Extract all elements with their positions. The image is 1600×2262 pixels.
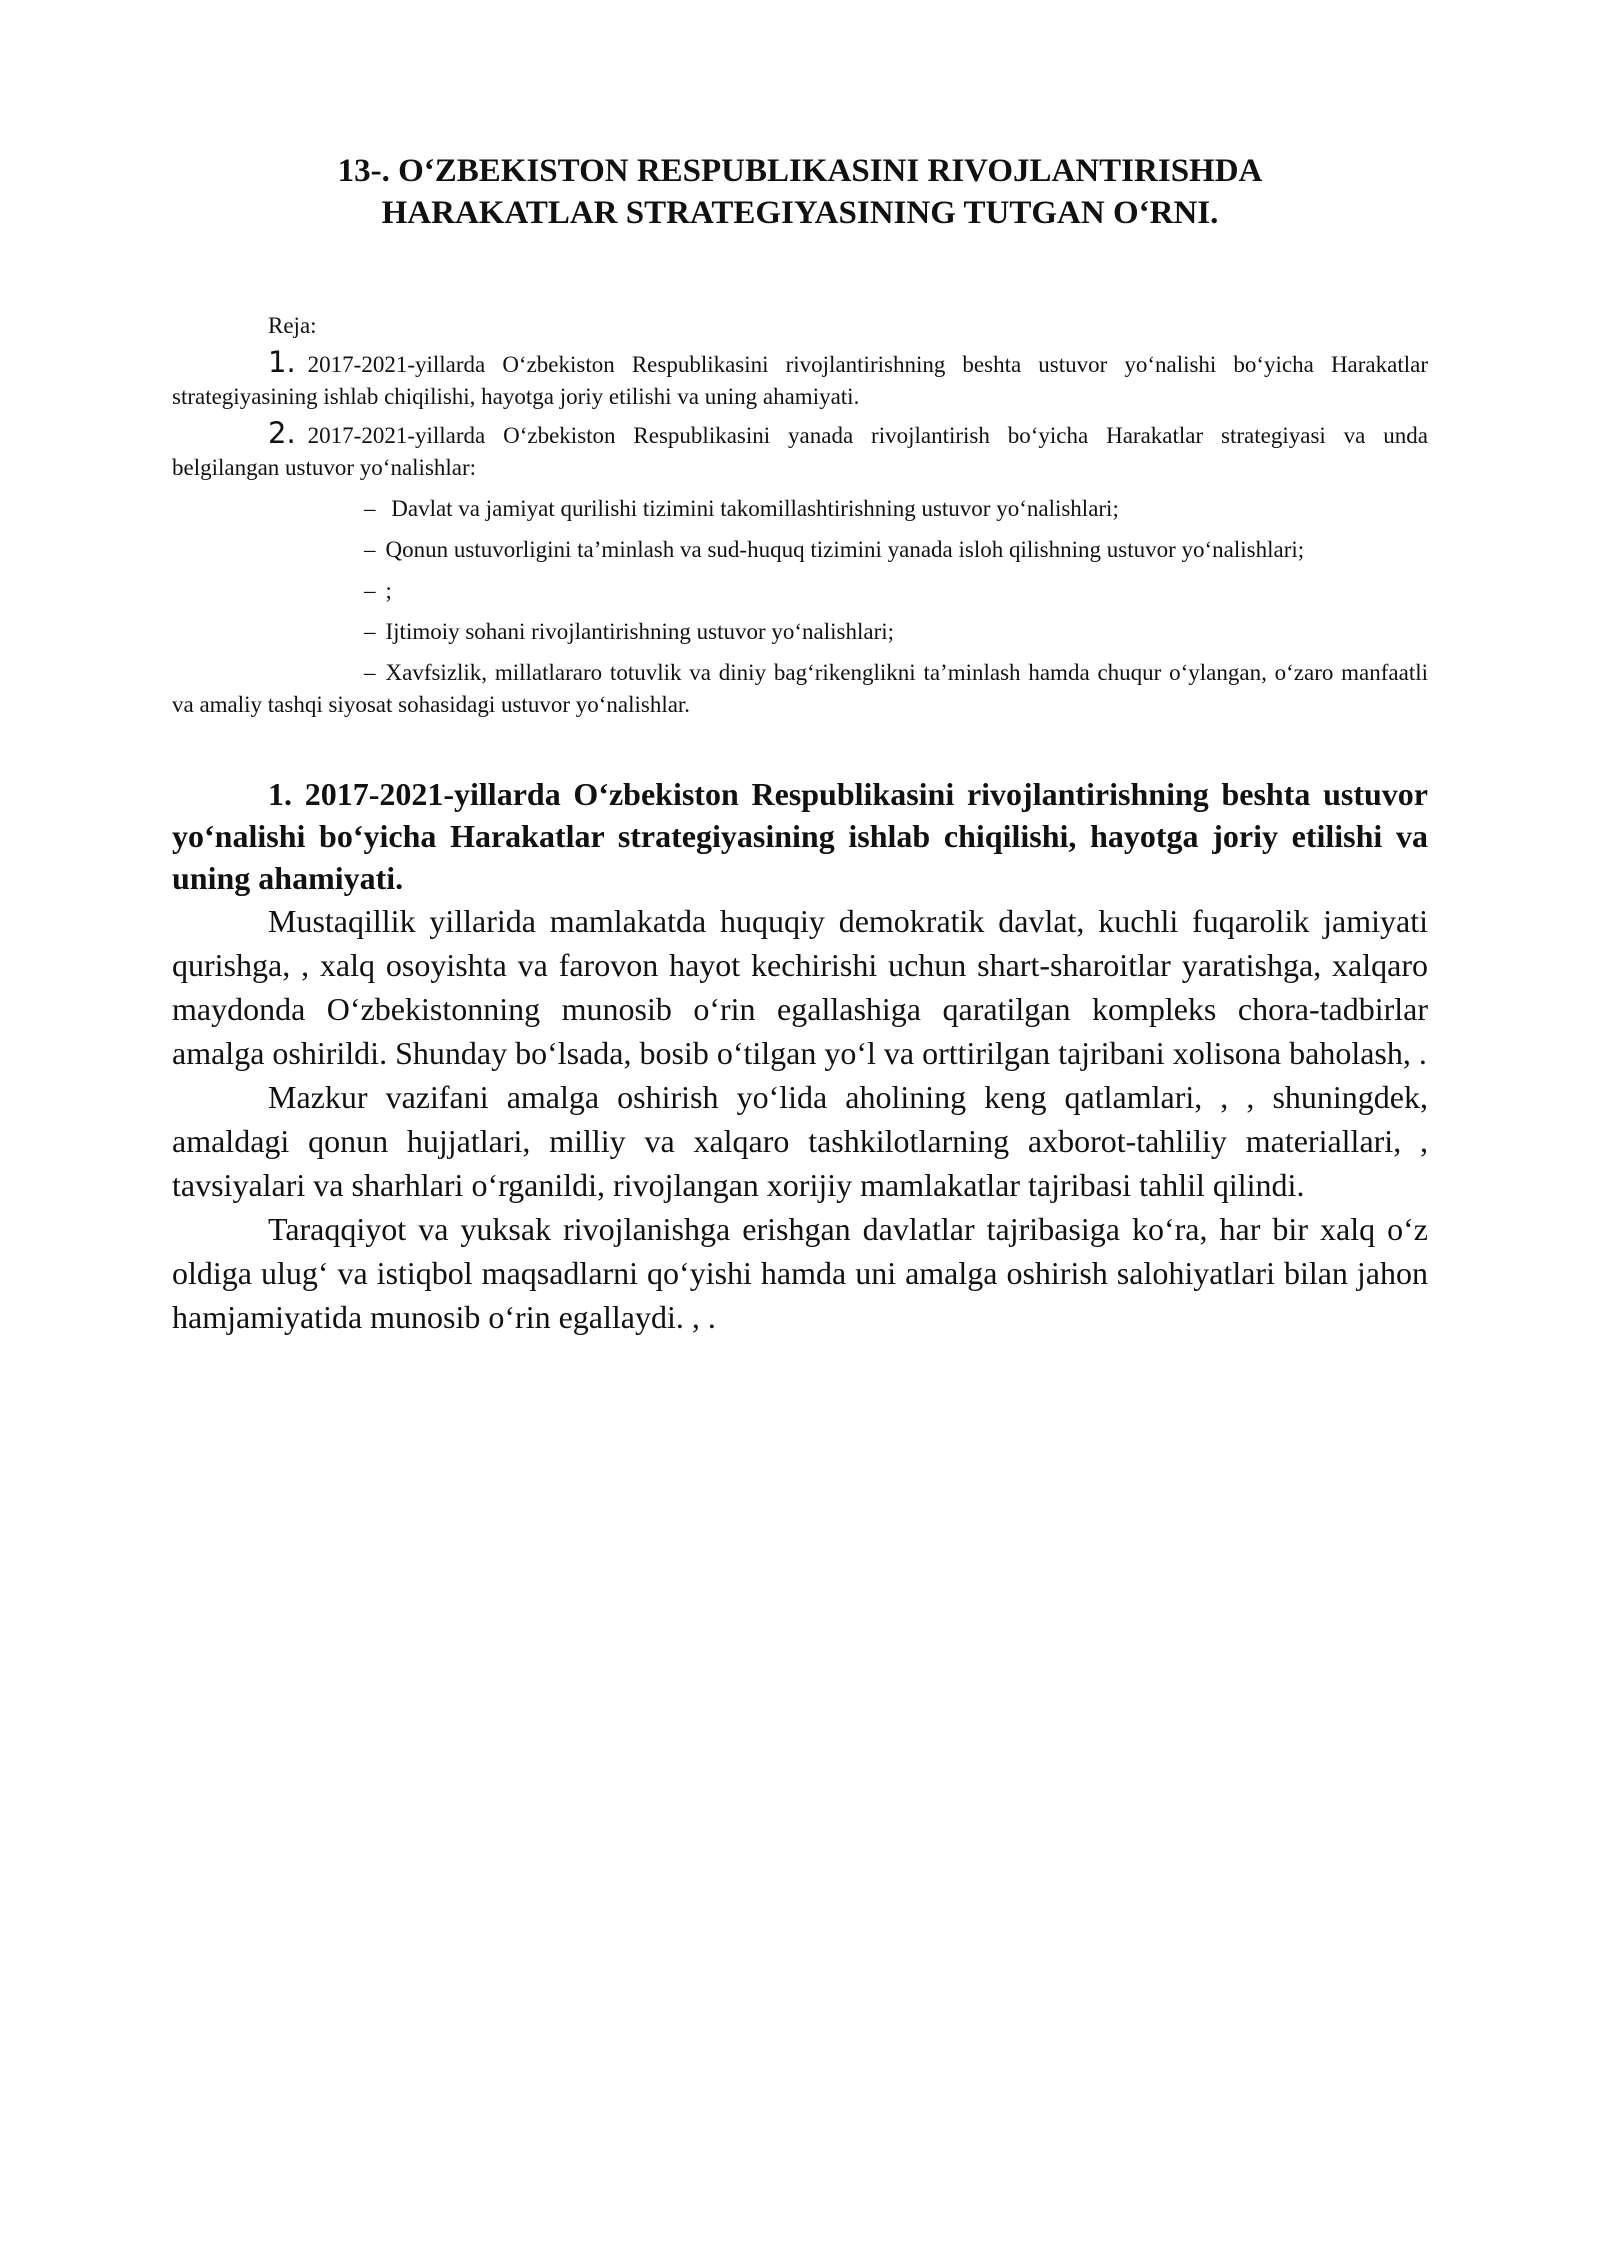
title-line-2: HARAKATLAR STRATEGIYASINING TUTGAN O‘RNI.	[381, 195, 1219, 231]
dash-bullet: –	[364, 496, 376, 521]
plan-item-text: 2017-2021-yillarda O‘zbekiston Respublikasini rivojlantirishning beshta ustuvor yo‘nalishi bo‘yicha Harakatlar strategiyasining ishlab chiqilishi, hayotga joriy etilishi va uning ahamiyati.	[172, 352, 1428, 409]
body-paragraph-1: Mustaqillik yillarida mamlakatda huquqiy demokratik davlat, kuchli fuqarolik jamiyati qurishga, , xalq osoyishta va farovon hayot kechirishi uchun shart-sharoitlar yaratishga, xalqaro maydonda O‘zbekistonning munosib o‘rin egallashiga qaratilgan kompleks chora-tadbirlar amalga oshirildi. Shunday bo‘lsada, bosib o‘tilgan yo‘l va orttirilgan tajribani xolisona baholash, .	[172, 903, 1428, 1071]
dash-bullet: –	[364, 660, 376, 685]
title-line-1: 13-. O‘ZBEKISTON RESPUBLIKASINI RIVOJLANTIRISHDA	[337, 153, 1263, 189]
dash-bullet: –	[364, 537, 376, 562]
dash-bullet: –	[364, 619, 376, 644]
section-heading: 1. 2017-2021-yillarda O‘zbekiston Respublikasini rivojlantirishning beshta ustuvor yo‘nalishi bo‘yicha Harakatlar strategiyasining ishlab chiqilishi, hayotga joriy etilishi va uning ahamiyati.	[172, 776, 1428, 896]
sub-item-4	[172, 616, 1428, 648]
document-title	[172, 150, 1428, 234]
dash-bullet: –	[364, 578, 376, 603]
body-paragraph-2: Mazkur vazifani amalga oshirish yo‘lida aholining keng qatlamlari, , , shuningdek, amaldagi qonun hujjatlari, milliy va xalqaro tashkilotlarning axborot-tahliliy materiallari, , tavsiyalari va sharhlari o‘rganildi, rivojlangan xorijiy mamlakatlar tajribasi tahlil qilindi.	[172, 1079, 1428, 1203]
sub-item-text: Davlat va jamiyat qurilishi tizimini takomillashtirishning ustuvor yo‘nalishlari;	[385, 496, 1119, 521]
body-paragraph-3: Taraqqiyot va yuksak rivojlanishga erishgan davlatlar tajribasiga ko‘ra, har bir xalq o‘z oldiga ulug‘ va istiqbol maqsadlarni qo‘yishi hamda uni amalga oshirish salohiyatlari bilan jahon hamjamiyatida munosib o‘rin egallaydi. , .	[172, 1211, 1428, 1335]
plan-item-text: 2017-2021-yillarda O‘zbekiston Respublikasini yanada rivojlantirish bo‘yicha Harakatlar strategiyasi va unda belgilangan ustuvor yo‘nalishlar:	[172, 423, 1428, 480]
sub-item-1	[172, 493, 1428, 525]
sub-item-text: Qonun ustuvorligini ta’minlash va sud-huquq tizimini yanada isloh qilishning ustuvor yo‘nalishlari;	[385, 537, 1305, 562]
plan-label: Reja:	[268, 313, 317, 338]
sub-item-text: Xavfsizlik, millatlararo totuvlik va diniy bag‘rikenglikni ta’minlash hamda chuqur o‘ylangan, o‘zaro manfaatli va amaliy tashqi siyosat sohasidagi ustuvor yo‘nalishlar.	[172, 660, 1428, 717]
sub-item-5	[172, 657, 1428, 721]
plan-item-1	[172, 346, 1428, 413]
sub-item-text: Ijtimoiy sohani rivojlantirishning ustuvor yo‘nalishlari;	[385, 619, 895, 644]
plan-item-number: 2.	[268, 416, 296, 450]
sub-item-3	[172, 575, 1428, 607]
plan-item-2	[172, 417, 1428, 484]
sub-item-text: ;	[385, 578, 392, 603]
document-page	[172, 150, 1428, 1339]
plan-item-number: 1.	[268, 345, 296, 379]
sub-item-2	[172, 534, 1428, 566]
